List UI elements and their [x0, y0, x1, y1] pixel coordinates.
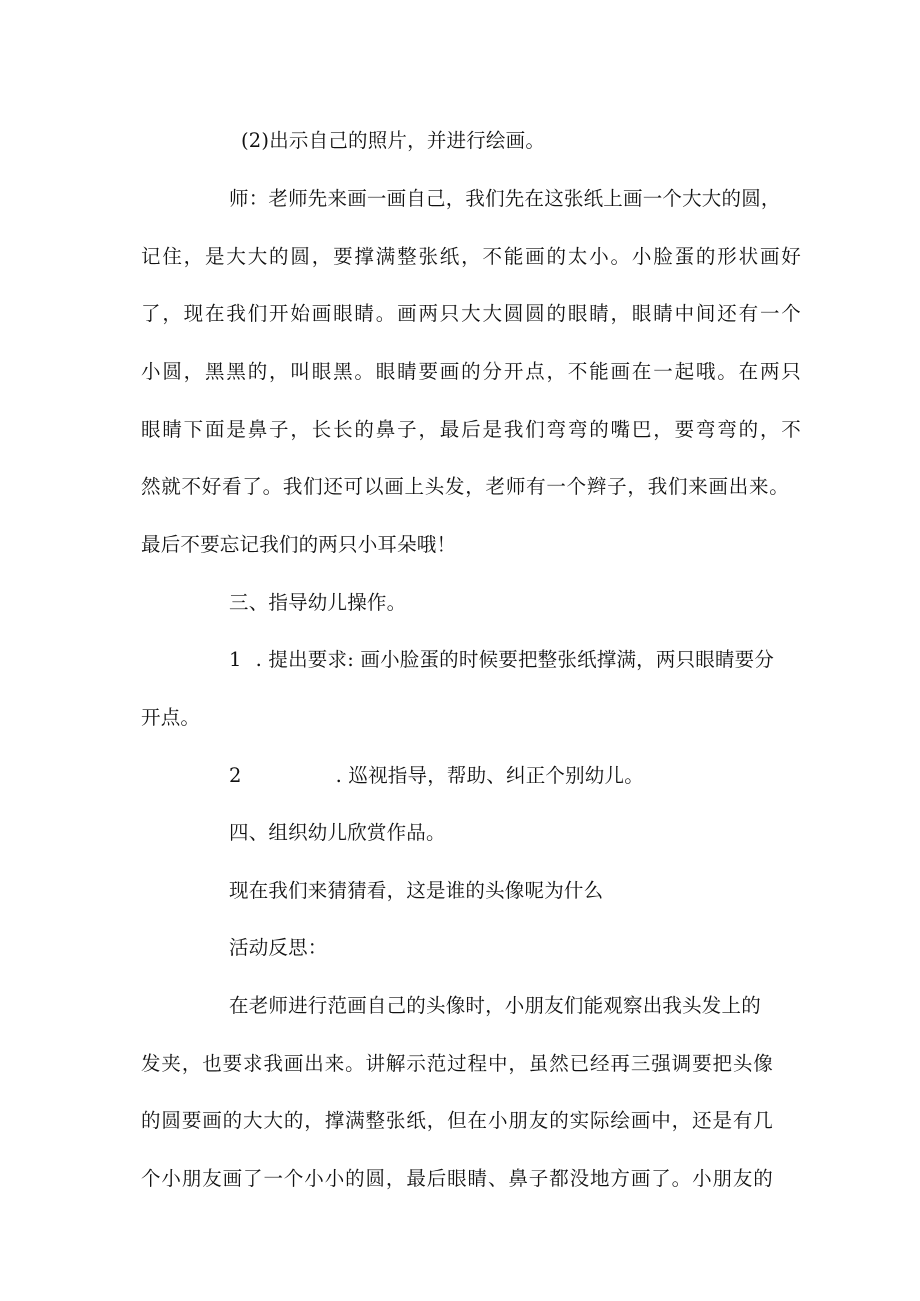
item-2-text: . 巡视指导，帮助、纠正个别幼儿。	[335, 764, 644, 787]
item-1-line-2: 开点。	[141, 706, 201, 729]
reflection-paragraph-line-1: 在老师进行范画自己的头像时，小朋友们能观察出我头发上的	[229, 994, 761, 1017]
teacher-paragraph-line-1: 师：老师先来画一画自己，我们先在这张纸上画一个大大的圆，	[229, 187, 781, 210]
step-2-heading: (2)出示自己的照片，并进行绘画。	[241, 129, 546, 152]
item-1-number: 1	[229, 648, 242, 671]
reflection-paragraph-line-3: 的圆要画的大大的，撑满整张纸，但在小朋友的实际绘画中，还是有几	[141, 1109, 773, 1132]
teacher-paragraph-line-4: 小圆，黑黑的，叫眼黑。眼睛要画的分开点，不能画在一起哦。在两只	[141, 360, 801, 383]
teacher-paragraph-line-6: 然就不好看了。我们还可以画上头发，老师有一个辫子，我们来画出来。	[141, 475, 789, 498]
item-1-line-1	[229, 647, 774, 673]
item-2-line	[229, 763, 889, 789]
item-2-number: 2	[229, 764, 242, 787]
teacher-paragraph-line-2: 记住，是大大的圆，要撑满整张纸，不能画的太小。小脸蛋的形状画好	[141, 245, 801, 268]
item-1-text: . 提出要求: 画小脸蛋的时候要把整张纸撑满，两只眼睛要分	[255, 648, 775, 671]
reflection-heading: 活动反思：	[229, 936, 328, 959]
reflection-paragraph-line-4: 个小朋友画了一个小小的圆，最后眼睛、鼻子都没地方画了。小朋友的	[141, 1167, 773, 1190]
section-3-heading: 三、指导幼儿操作。	[229, 591, 407, 614]
teacher-paragraph-line-5: 眼睛下面是鼻子，长长的鼻子，最后是我们弯弯的嘴巴，要弯弯的，不	[141, 418, 801, 441]
reflection-paragraph-line-2: 发夹，也要求我画出来。讲解示范过程中，虽然已经再三强调要把头像	[141, 1052, 773, 1075]
teacher-paragraph-line-3: 了，现在我们开始画眼睛。画两只大大圆圆的眼睛，眼睛中间还有一个	[141, 302, 801, 325]
teacher-paragraph-line-7: 最后不要忘记我们的两只小耳朵哦！	[141, 533, 457, 556]
section-4-heading: 四、组织幼儿欣赏作品。	[229, 821, 446, 844]
guess-line: 现在我们来猜猜看，这是谁的头像呢为什么	[229, 879, 604, 902]
